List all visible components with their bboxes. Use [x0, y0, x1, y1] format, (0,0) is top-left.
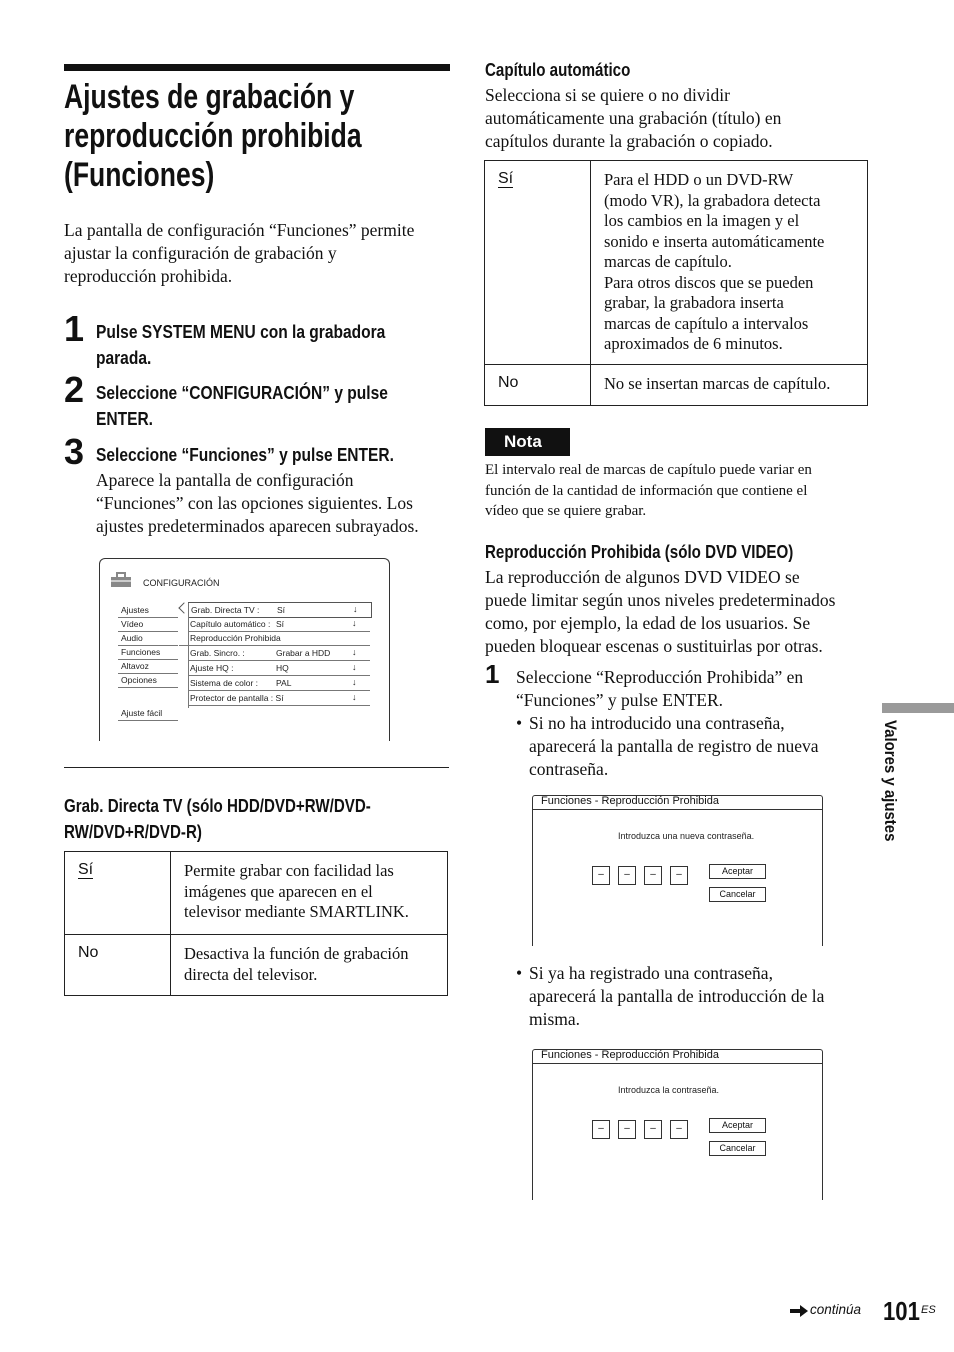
password-digit[interactable]: – — [644, 1120, 662, 1139]
menu-row-sistema-color[interactable]: Sistema de color : PAL ↓ — [188, 676, 370, 691]
repro-heading: Reproducción Prohibida (sólo DVD VIDEO) — [485, 542, 794, 562]
menu-left-item[interactable]: Vídeo — [118, 617, 178, 632]
screen-title-bar: Funciones - Reproducción Prohibida — [533, 796, 822, 810]
bullet-icon: • — [516, 963, 523, 983]
config-menu-screenshot — [99, 558, 390, 741]
table-row — [485, 365, 868, 406]
menu-row-ajuste-hq[interactable]: Ajuste HQ : HQ ↓ — [188, 661, 370, 676]
repro-step-text: Seleccione “Reproducción Prohibida” en “Funciones” y pulse ENTER. — [516, 667, 804, 710]
option-desc: Permite grabar con facilidad las imágenes que aparecen en el televisor mediante SMARTLINK. — [171, 852, 448, 935]
menu-left-list — [118, 603, 178, 701]
option-key: Sí — [485, 161, 591, 365]
enter-password-screen — [532, 1049, 823, 1200]
toolbox-icon — [110, 572, 132, 588]
page-number: 101 — [883, 1296, 920, 1326]
nota-badge: Nota — [485, 428, 570, 456]
password-digit[interactable]: – — [644, 866, 662, 885]
option-desc: No se insertan marcas de capítulo. — [591, 365, 868, 406]
page-title: Ajustes de grabación y reproducción prohibida (Funciones) — [64, 78, 362, 194]
password-digit[interactable]: – — [618, 1120, 636, 1139]
screen-message: Introduzca una nueva contraseña. — [618, 831, 755, 841]
option-key: No — [485, 365, 591, 406]
bullet-2-text: Si ya ha registrado una contraseña, aparecerá la pantalla de introducción de la misma. — [529, 963, 825, 1029]
grab-directa-heading: Grab. Directa TV (sólo HDD/DVD+RW/DVD- RW/DVD+R/DVD-R) — [64, 796, 371, 842]
step-3-text: Seleccione “Funciones” y pulse ENTER. — [96, 444, 394, 465]
side-tab-bar — [882, 703, 954, 713]
step-number-2: 2 — [64, 369, 85, 410]
side-tab-label: Valores y ajustes — [881, 720, 900, 842]
option-key: Sí — [65, 852, 171, 935]
option-desc: Para el HDD o un DVD-RW (modo VR), la grabadora detecta los cambios en la imagen y el sonido e inserta automáticamente marcas de capítulo. Para otros discos que se pueden grabar, la grabadora inserta marcas de capítulo a intervalos aproximados de 6 minutos. — [591, 161, 868, 365]
menu-left-item[interactable]: Audio — [118, 631, 178, 646]
cancel-button[interactable]: Cancelar — [709, 1141, 766, 1156]
option-desc: Desactiva la función de grabación directa del televisor. — [171, 935, 448, 996]
arrow-right-icon — [790, 1305, 808, 1317]
repro-body: La reproducción de algunos DVD VIDEO se puede limitar según unos niveles predeterminados como, por ejemplo, la edad de los usuarios. Se pueden bloquear escenas o sustituirlas por otras. — [485, 567, 836, 656]
menu-row-reproduccion[interactable]: Reproducción Prohibida — [188, 631, 370, 646]
continua-label: continúa — [810, 1302, 862, 1317]
bullet-1-text: Si no ha introducido una contraseña, aparecerá la pantalla de registro de nueva contraseña. — [529, 713, 819, 779]
step-number-3: 3 — [64, 431, 85, 472]
section-divider — [64, 767, 449, 768]
password-digit[interactable]: – — [670, 866, 688, 885]
menu-header: CONFIGURACIÓN — [143, 578, 220, 588]
menu-row-grab-directa[interactable]: Grab. Directa TV : Sí ↓ — [188, 602, 372, 618]
password-digit[interactable]: – — [670, 1120, 688, 1139]
option-key: No — [65, 935, 171, 996]
capitulo-heading: Capítulo automático — [485, 60, 631, 80]
grab-directa-table — [64, 851, 448, 996]
bullet-icon: • — [516, 713, 523, 733]
table-row — [65, 852, 448, 935]
title-rule — [64, 64, 450, 71]
password-digit[interactable]: – — [618, 866, 636, 885]
menu-row-protector[interactable]: Protector de pantalla : Sí ↓ — [188, 691, 370, 706]
screen-title-bar: Funciones - Reproducción Prohibida — [533, 1050, 822, 1064]
accept-button[interactable]: Aceptar — [709, 1118, 766, 1133]
accept-button[interactable]: Aceptar — [709, 864, 766, 879]
menu-options — [188, 602, 370, 707]
step-number-1: 1 — [64, 308, 85, 349]
menu-left-easy-setup[interactable]: Ajuste fácil — [118, 707, 178, 721]
menu-row-grab-sincro[interactable]: Grab. Sincro. : Grabar a HDD ↓ — [188, 646, 370, 661]
new-password-screen — [532, 795, 823, 946]
menu-row-capitulo[interactable]: Capítulo automático : Sí ↓ — [188, 617, 370, 632]
menu-left-item[interactable]: Opciones — [118, 673, 178, 688]
capitulo-table — [484, 160, 868, 406]
page-language: ES — [921, 1304, 936, 1316]
repro-step-number: 1 — [485, 659, 500, 689]
cancel-button[interactable]: Cancelar — [709, 887, 766, 902]
screen-message: Introduzca la contraseña. — [618, 1085, 720, 1095]
table-row — [485, 161, 868, 365]
step-3-body: Aparece la pantalla de configuración “Funciones” con las opciones siguientes. Los ajustes predeterminados aparecen subrayados. — [96, 470, 419, 536]
password-digit-active[interactable]: – — [592, 866, 610, 885]
intro-paragraph: La pantalla de configuración “Funciones” permite ajustar la configuración de grabación y reproducción prohibida. — [64, 220, 415, 286]
capitulo-body: Selecciona si se quiere o no dividir automáticamente una grabación (título) en capítulos durante la grabación o copiado. — [485, 85, 782, 151]
menu-left-item[interactable]: Altavoz — [118, 659, 178, 674]
table-row — [65, 935, 448, 996]
step-1-text: Pulse SYSTEM MENU con la grabadora parada. — [96, 321, 386, 368]
password-digit-active[interactable]: – — [592, 1120, 610, 1139]
nota-text: El intervalo real de marcas de capítulo puede variar en función de la cantidad de información que contiene el vídeo que se quiere grabar. — [485, 462, 812, 519]
menu-left-item[interactable]: Ajustes — [118, 603, 178, 618]
menu-left-item-selected[interactable]: Funciones — [118, 645, 178, 660]
step-2-text: Seleccione “CONFIGURACIÓN” y pulse ENTER. — [96, 382, 388, 429]
